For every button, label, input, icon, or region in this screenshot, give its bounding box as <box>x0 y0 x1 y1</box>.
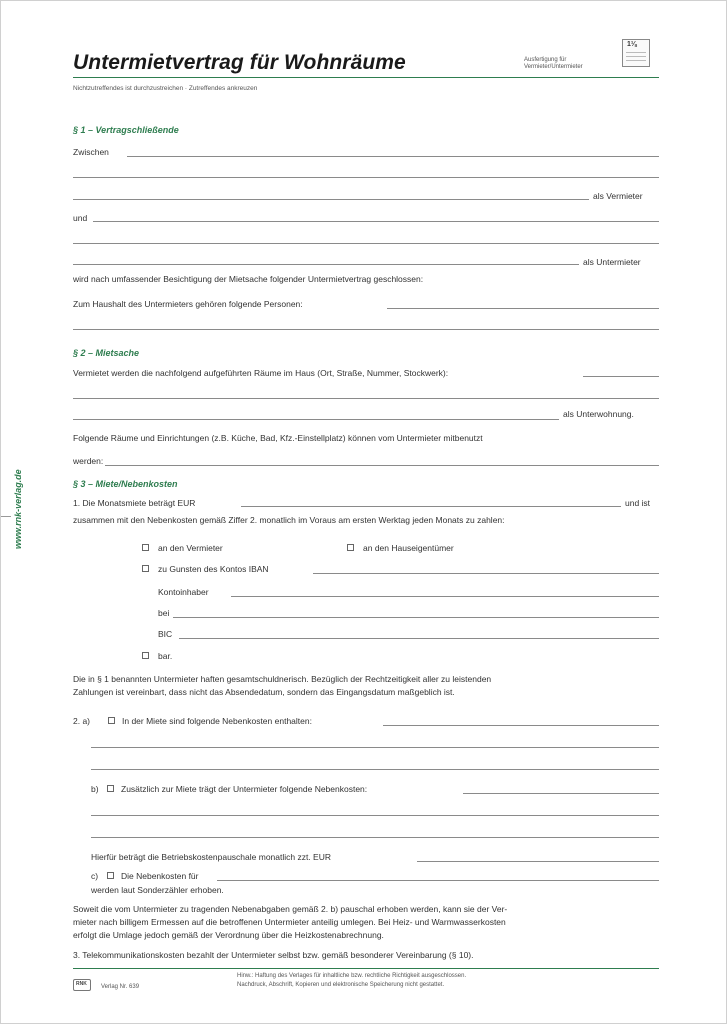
nebenkosten-zusaetzlich-field-2[interactable] <box>91 815 659 816</box>
mietsache-field-2[interactable] <box>73 398 659 399</box>
header-subtitle: Nichtzutreffendes ist durchzustreichen · Zutreffendes ankreuzen <box>73 85 258 92</box>
checkbox-vermieter[interactable] <box>142 544 149 551</box>
side-website-text: www.rnk-verlag.de <box>13 469 23 549</box>
untermieter-field-3[interactable] <box>73 264 579 265</box>
label-konto-iban: zu Gunsten des Kontos IBAN <box>158 564 269 574</box>
label-an-vermieter: an den Vermieter <box>158 543 223 553</box>
logo-text: RNK <box>76 981 87 987</box>
label-werden: werden: <box>73 456 104 466</box>
badge-text: 1⅛ <box>627 41 637 48</box>
nebenkosten-enthalten-field-2[interactable] <box>91 747 659 748</box>
label-und-ist: und ist <box>625 498 651 508</box>
vermieter-field-3[interactable] <box>73 199 589 200</box>
untermieter-field-2[interactable] <box>73 243 659 244</box>
pauschale-label: Hierfür beträgt die Betriebskostenpauschale monatlich zzt. EUR <box>91 852 332 862</box>
label-kontoinhaber: Kontoinhaber <box>158 587 209 597</box>
bank-field[interactable] <box>173 617 659 618</box>
mitbenutzung-field[interactable] <box>105 465 659 466</box>
label-2c: c) <box>91 871 99 881</box>
haushalt-field-2[interactable] <box>73 329 659 330</box>
label-und: und <box>73 213 88 223</box>
label-bar: bar. <box>158 651 173 661</box>
checkbox-2c[interactable] <box>107 872 114 879</box>
haftung-text-1: Die in § 1 benannten Untermieter haften gesamtschuldnerisch. Bezüglich der Rechtzeitigkeit aller zu leistenden <box>73 674 492 684</box>
mitbenutzung-text: Folgende Räume und Einrichtungen (z.B. Küche, Bad, Kfz.-Einstellplatz) können vom Untermieter mitbenutzt <box>73 433 483 443</box>
nebenkosten-zusaetzlich-label: Zusätzlich zur Miete trägt der Untermieter folgende Nebenkosten: <box>121 784 368 794</box>
haushalt-field-1[interactable] <box>387 308 659 309</box>
umlage-text-2: mieter nach billigem Ermessen auf die betroffenen Untermieter anteilig umlegen. Bei Heiz- und Warmwasserkosten <box>73 917 506 927</box>
monatsmiete-field[interactable] <box>241 506 621 507</box>
nebenkosten-fuer-label: Die Nebenkosten für <box>121 871 199 881</box>
section-2-heading: § 2 – Mietsache <box>73 348 140 358</box>
kontoinhaber-field[interactable] <box>231 596 659 597</box>
verlag-number: Verlag Nr. 639 <box>101 984 140 990</box>
mietsache-field-3[interactable] <box>73 419 559 420</box>
label-als-vermieter: als Vermieter <box>593 191 643 201</box>
footer-rule <box>73 968 659 969</box>
vermieter-field-2[interactable] <box>73 177 659 178</box>
iban-field[interactable] <box>313 573 659 574</box>
nebenkosten-zusaetzlich-field-1[interactable] <box>463 793 659 794</box>
footer-note-2: Nachdruck, Abschrift, Kopieren und elektronische Speicherung nicht gestattet. <box>237 982 445 988</box>
label-unterwohnung: als Unterwohnung. <box>563 409 634 419</box>
sonderzaehler-text: werden laut Sonderzähler erhoben. <box>91 885 224 895</box>
checkbox-2b[interactable] <box>107 785 114 792</box>
haftung-text-2: Zahlungen ist vereinbart, dass nicht das Absendedatum, sondern das Eingangsdatum maßgeblich ist. <box>73 687 455 697</box>
form-number-badge <box>622 39 650 67</box>
nebenkosten-enthalten-field-3[interactable] <box>91 769 659 770</box>
fold-mark <box>1 516 11 517</box>
checkbox-bar[interactable] <box>142 652 149 659</box>
umlage-text-3: erfolgt die Umlage jedoch gemäß der Verordnung über die Heizkostenabrechnung. <box>73 930 384 940</box>
verlag-logo <box>73 979 91 991</box>
section-1-heading: § 1 – Vertragschließende <box>73 125 179 135</box>
checkbox-konto[interactable] <box>142 565 149 572</box>
mietsache-text: Vermietet werden die nachfolgend aufgeführten Räume im Haus (Ort, Straße, Nummer, Stockwerk): <box>73 368 449 378</box>
bic-field[interactable] <box>179 638 659 639</box>
header-note-line1: Ausfertigung für <box>524 57 567 63</box>
vermieter-field-1[interactable] <box>127 156 659 157</box>
label-2b: b) <box>91 784 99 794</box>
header-rule <box>73 77 659 78</box>
page-title: Untermietvertrag für Wohnräume <box>73 51 406 74</box>
zahlung-text: zusammen mit den Nebenkosten gemäß Ziffer 2. monatlich im Voraus am ersten Werktag jeden Monats zu zahlen: <box>73 515 505 525</box>
pauschale-field[interactable] <box>417 861 659 862</box>
label-an-hauseigentuemer: an den Hauseigentümer <box>363 543 454 553</box>
nebenkosten-zusaetzlich-field-3[interactable] <box>91 837 659 838</box>
sonderzaehler-field[interactable] <box>217 880 659 881</box>
label-bei: bei <box>158 608 170 618</box>
haushalt-label: Zum Haushalt des Untermieters gehören folgende Personen: <box>73 299 303 309</box>
footer-note-1: Hinw.: Haftung des Verlages für inhaltliche bzw. rechtliche Richtigkeit ausgeschlossen. <box>237 973 467 979</box>
nebenkosten-enthalten-field-1[interactable] <box>383 725 659 726</box>
telekommunikation-text: 3. Telekommunikationskosten bezahlt der Untermieter selbst bzw. gemäß besonderer Vereinbarung (§ 10). <box>73 950 474 960</box>
untermieter-field-1[interactable] <box>93 221 659 222</box>
label-2a: 2. a) <box>73 716 91 726</box>
checkbox-hauseigentuemer[interactable] <box>347 544 354 551</box>
label-bic: BIC <box>158 629 173 639</box>
monatsmiete-label: 1. Die Monatsmiete beträgt EUR <box>73 498 196 508</box>
header-note-line2: Vermieter/Untermieter <box>524 64 583 70</box>
abschluss-text: wird nach umfassender Besichtigung der Mietsache folgender Untermietvertrag geschlossen: <box>73 274 424 284</box>
section-3-heading: § 3 – Miete/Nebenkosten <box>73 479 178 489</box>
label-als-untermieter: als Untermieter <box>583 257 641 267</box>
checkbox-2a[interactable] <box>108 717 115 724</box>
mietsache-field-1[interactable] <box>583 376 659 377</box>
nebenkosten-enthalten-label: In der Miete sind folgende Nebenkosten enthalten: <box>122 716 312 726</box>
label-zwischen: Zwischen <box>73 147 109 157</box>
umlage-text-1: Soweit die vom Untermieter zu tragenden Nebenabgaben gemäß 2. b) pauschal erhoben werden, kann sie der Ver- <box>73 904 508 914</box>
